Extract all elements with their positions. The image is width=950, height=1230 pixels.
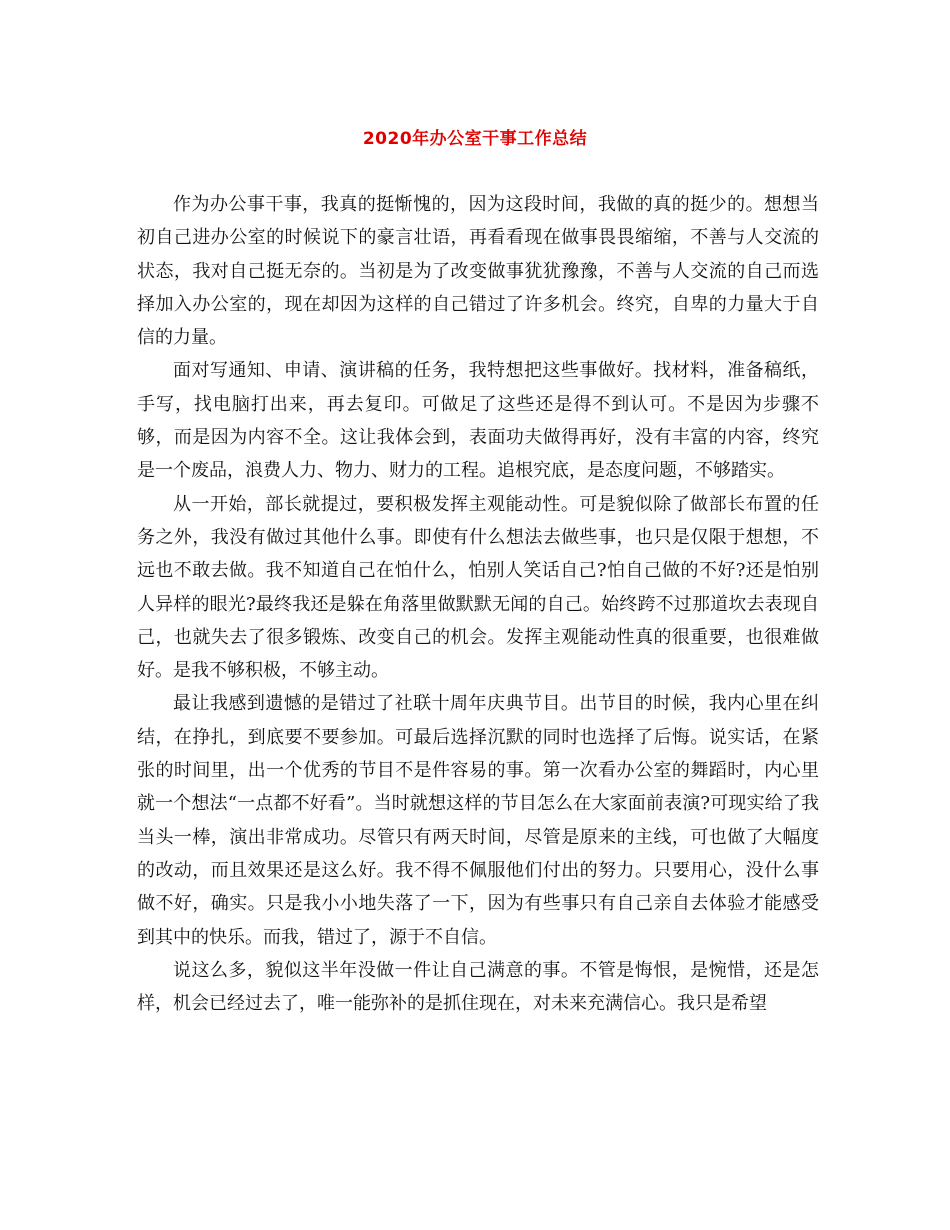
paragraph-4: 最让我感到遗憾的是错过了社联十周年庆典节目。出节目的时候，我内心里在纠结，在挣扎，到底要不要参加。可最后选择沉默的同时也选择了后悔。说实话，在紧张的时间里，出一个优秀的节目不是件容易的事。第一次看办公室的舞蹈时，内心里就一个想法“一点都不好看”。当时就想这样的节目怎么在大家面前表演?可现实给了我当头一棒，演出非常成功。尽管只有两天时间，尽管是原来的主线，可也做了大幅度的改动，而且效果还是这么好。我不得不佩服他们付出的努力。只要用心，没什么事做不好，确实。只是我小小地失落了一下，因为有些事只有自己亲自去体验才能感受到其中的快乐。而我，错过了，源于不自信。 (137, 693, 819, 948)
paragraph-3: 从一开始，部长就提过，要积极发挥主观能动性。可是貌似除了做部长布置的任务之外，我没有做过其他什么事。即使有什么想法去做些事，也只是仅限于想想，不远也不敢去做。我不知道自己在怕什么，怕别人笑话自己?怕自己做的不好?还是怕别人异样的眼光?最终我还是躲在角落里做默默无闻的自己。始终跨不过那道坎去表现自己，也就失去了很多锻炼、改变自己的机会。发挥主观能动性真的很重要，也很难做好。是我不够积极，不够主动。 (137, 493, 819, 682)
paragraph-5: 说这么多，貌似这半年没做一件让自己满意的事。不管是悔恨，是惋惜，还是怎样，机会已经过去了，唯一能弥补的是抓住现在，对未来充满信心。我只是希望 (137, 959, 819, 1015)
paragraph-1: 作为办公事干事，我真的挺惭愧的，因为这段时间，我做的真的挺少的。想想当初自己进办公室的时候说下的豪言壮语，再看看现在做事畏畏缩缩，不善与人交流的状态，我对自己挺无奈的。当初是为了改变做事犹犹豫豫，不善与人交流的自己而选择加入办公室的，现在却因为这样的自己错过了许多机会。终究，自卑的力量大于自信的力量。 (137, 194, 819, 349)
document-title: 2020年办公室干事工作总结 (362, 129, 588, 149)
paragraph-2: 面对写通知、申请、演讲稿的任务，我特想把这些事做好。找材料，准备稿纸，手写，找电脑打出来，再去复印。可做足了这些还是得不到认可。不是因为步骤不够，而是因为内容不全。这让我体会到，表面功夫做得再好，没有丰富的内容，终究是一个废品，浪费人力、物力、财力的工程。追根究底，是态度问题，不够踏实。 (137, 360, 819, 482)
document-body (137, 188, 819, 1020)
